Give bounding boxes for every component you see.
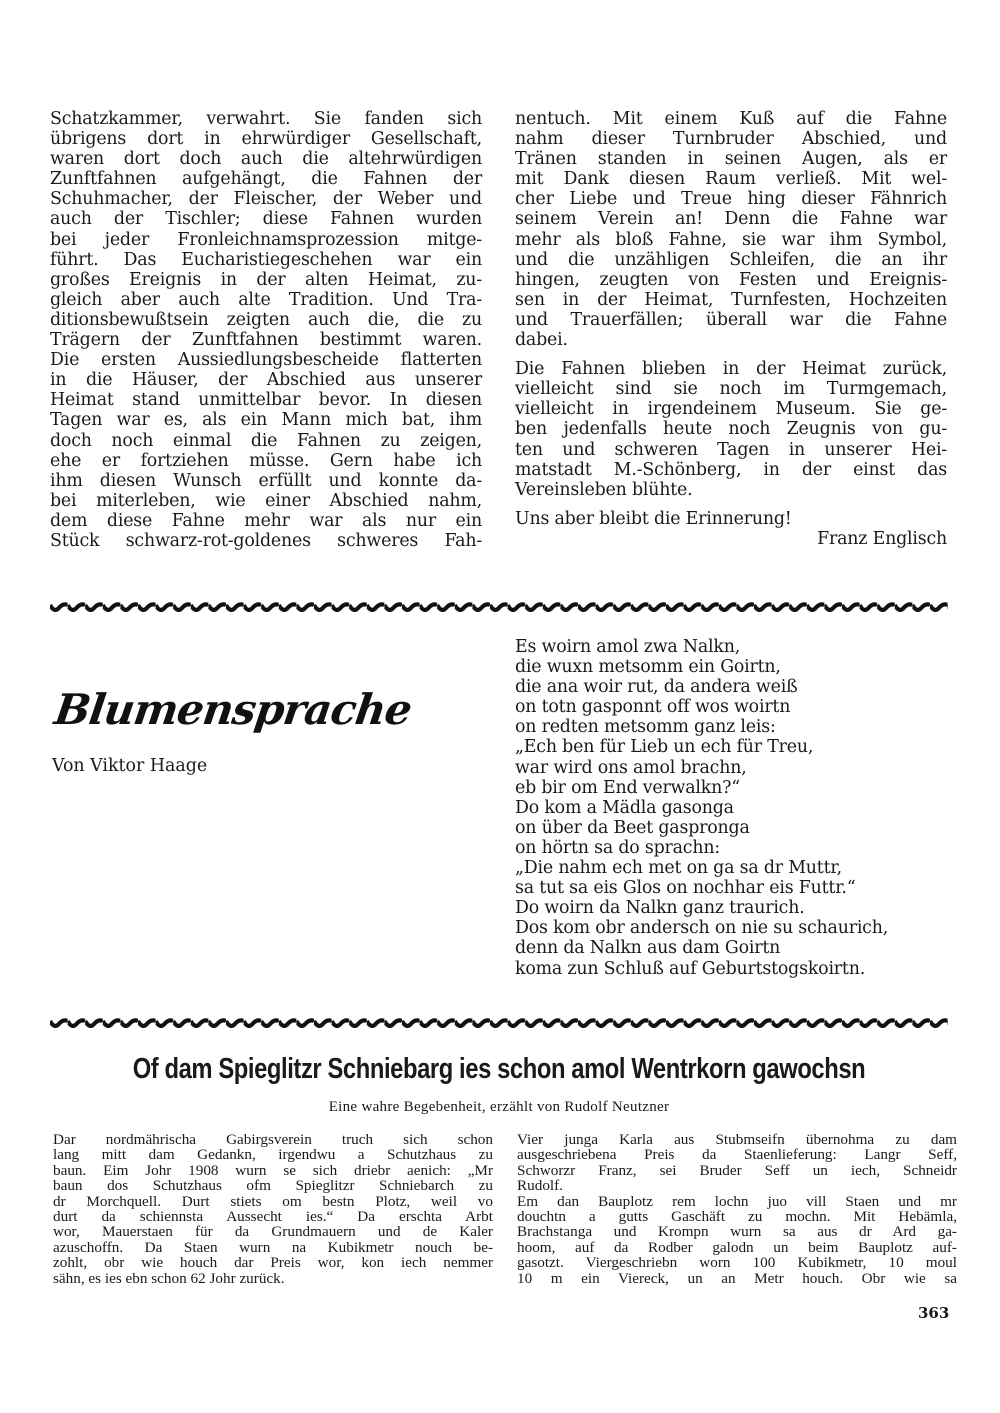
paragraph-gap [515, 500, 947, 509]
text-line: Rudolf. [517, 1177, 563, 1195]
poem-line: on totn gasponnt off wos woirtn [515, 697, 791, 718]
poem-title: Blumensprache [51, 685, 415, 734]
text-line: douchtn a gutts Gaschäft zu mochn. Mit Hebämla, [517, 1208, 957, 1226]
poem-line: on hörtn sa do sprachn: [515, 837, 720, 858]
text-line: Vier junga Karla aus Stubmseifn übernohma zu dam [517, 1131, 957, 1148]
poem-line: die ana woir rut, da andera weiß [515, 677, 798, 698]
text-line: zohlt, obr wie houch dar Preis wor, kon iech nemmer [53, 1254, 493, 1272]
wavy-divider-icon [50, 600, 948, 614]
text-line: dabei. [515, 330, 568, 351]
text-line: mehr als bloß Fahne, sie war ihm Symbol, [515, 229, 947, 250]
text-line: sähn, es ies ebn schon 62 Johr zurück. [53, 1269, 285, 1287]
text-line: auch der Tischler; diese Fahnen wurden [50, 209, 482, 230]
article-bottom-right-column [517, 1132, 957, 1286]
text-line: mit Dank diesen Raum verließ. Mit wel- [515, 169, 947, 190]
poem-line: „Ech ben für Lieb un ech für Treu, [515, 737, 814, 758]
text-line: Schuhmacher, der Fleischer, der Weber und [50, 189, 482, 210]
text-line: gasotzt. Viergeschriebn worn 100 Kubikmetr, 10 moul [517, 1254, 957, 1272]
text-line: Zunftfahnen aufgehängt, die Fahnen der [50, 169, 482, 190]
poem-line: „Die nahm ech met on ga sa dr Muttr, [515, 858, 842, 879]
poem-line: on über da Beet gaspronga [515, 817, 750, 838]
article-bottom-title: Of dam Spieglitzr Schniebarg ies schon amol Wentrkorn gawochsn [132, 1053, 866, 1085]
text-line: bei miterleben, wie einer Abschied nahm, [50, 490, 482, 511]
poem-line: sa tut sa eis Glos on nochhar eis Futtr.“ [515, 878, 856, 899]
text-line: ditionsbewußtsein zeigten auch die, die zu [50, 309, 482, 330]
poem-text [515, 637, 888, 979]
text-line: Stück schwarz-rot-goldenes schweres Fah- [50, 530, 482, 551]
poem-line: Do kom a Mädla gasonga [515, 797, 734, 818]
text-line: Schworzr Franz, sei Bruder Seff un iech, Schneidr [517, 1161, 957, 1179]
article-top-right-column [515, 109, 947, 549]
text-line: übrigens dort in ehrwürdiger Gesellschaft, [50, 129, 482, 150]
text-line: Die Fahnen blieben in der Heimat zurück, [515, 359, 947, 380]
text-line: dem diese Fahne mehr war als nur ein [50, 510, 482, 531]
text-line: gleich aber auch alte Tradition. Und Tra- [50, 289, 482, 310]
text-line: bei jeder Fronleichnamsprozession mitge- [50, 229, 482, 250]
text-line: Dar nordmährischa Gabirgsverein truch sich schon [53, 1131, 493, 1148]
text-line: 10 m ein Viereck, un an Metr houch. Obr wie sa [517, 1269, 957, 1287]
poem-line: war wird ons amol brachn, [515, 757, 747, 778]
text-line: waren dort doch auch die altehrwürdigen [50, 149, 482, 170]
text-line: sen in der Heimat, Turnfesten, Hochzeiten [515, 289, 947, 310]
text-line: dr Morchquell. Durt stiets om bestn Plotz, weil vo [53, 1192, 493, 1210]
text-line: wor, Mauerstaen für da Grundmauern und de Kaler [53, 1223, 493, 1241]
text-line: großes Ereignis in der alten Heimat, zu- [50, 269, 482, 290]
text-line: hingen, zeugten von Festen und Ereignis- [515, 269, 947, 290]
text-line: hoom, auf da Rodber galodn un beim Bauplotz auf- [517, 1238, 957, 1256]
text-line: ihm diesen Wunsch erfüllt und konnte da- [50, 470, 482, 491]
wavy-divider-icon [50, 1016, 948, 1030]
poem-line: Do woirn da Nalkn ganz traurich. [515, 898, 805, 919]
article-top-left-column [50, 109, 482, 551]
poem-line: die wuxn metsomm ein Goirtn, [515, 657, 781, 678]
article-bottom-subtitle: Eine wahre Begebenheit, erzählt von Rudolf Neutzner [328, 1099, 670, 1115]
text-line: Tränen standen in seinen Augen, als er [515, 149, 947, 170]
poem-line: eb bir om End verwalkn?“ [515, 777, 740, 798]
text-line: Heimat stand unmittelbar bevor. In diesen [50, 390, 482, 411]
paragraph-gap [515, 350, 947, 359]
text-line: vielleicht sind sie noch im Turmgemach, [515, 379, 947, 400]
text-line: Schatzkammer, verwahrt. Sie fanden sich [50, 109, 482, 129]
text-line: nahm dieser Turnbruder Abschied, und [515, 129, 947, 150]
text-line: Tagen war es, als ein Mann mich bat, ihm [50, 410, 482, 431]
text-line: führt. Das Eucharistiegeschehen war ein [50, 249, 482, 270]
text-line: Die ersten Aussiedlungsbescheide flatterten [50, 350, 482, 371]
poem-author: Von Viktor Haage [52, 756, 208, 776]
text-line: seinem Verein an! Denn die Fahne war [515, 209, 947, 230]
text-line: nentuch. Mit einem Kuß auf die Fahne [515, 109, 947, 129]
text-line: ausgeschriebena Preis da Staenlieferung: Langr Seff, [517, 1146, 957, 1164]
poem-line: Dos kom obr andersch on nie su schaurich, [515, 918, 889, 939]
poem-line: on redten metsomm ganz leis: [515, 717, 776, 738]
poem-line: denn da Nalkn aus dam Goirtn [515, 938, 781, 959]
text-line: matstadt M.-Schönberg, in der einst das [515, 459, 947, 480]
author-signature: Franz Englisch [817, 528, 947, 549]
text-line: Vereinsleben blühte. [515, 479, 693, 500]
text-line: in die Häuser, der Abschied aus unserer [50, 370, 482, 391]
text-line: azuschoffn. Da Staen wurn na Kubikmetr nouch be- [53, 1238, 493, 1256]
page-number: 363 [918, 1304, 950, 1322]
text-line: lang mitt dam Gedankn, irgendwu a Schutzhaus zu [53, 1146, 493, 1164]
text-line: doch noch einmal die Fahnen zu zeigen, [50, 430, 482, 451]
text-line: vielleicht in irgendeinem Museum. Sie ge- [515, 399, 947, 420]
text-line: baun. Eim Johr 1908 wurn se sich driebr aenich: „Mr [53, 1161, 493, 1179]
poem-line: Es woirn amol zwa Nalkn, [515, 637, 741, 657]
text-line: Brachstanga und Krompn wurn sa aus dr Ard ga- [517, 1223, 957, 1241]
closing-line: Uns aber bleibt die Erinnerung! [515, 508, 792, 529]
poem-line: koma zun Schluß auf Geburtstogskoirtn. [515, 958, 866, 979]
text-line: baun dos Schutzhaus ofm Spieglitzr Schniebarch zu [53, 1177, 493, 1195]
text-line: ben jedenfalls heute noch Zeugnis von gu- [515, 419, 947, 440]
text-line: ehe er fortziehen müsse. Gern habe ich [50, 450, 482, 471]
text-line: und Trauerfällen; überall war die Fahne [515, 309, 947, 330]
article-bottom-left-column [53, 1132, 493, 1286]
text-line: durt da schiennsta Aussecht ies.“ Da erschta Arbt [53, 1208, 493, 1226]
text-line: ten und schweren Tagen in unserer Hei- [515, 439, 947, 460]
text-line: Trägern der Zunftfahnen bestimmt waren. [50, 330, 482, 351]
text-line: Em dan Bauplotz rem lochn juo vill Staen und mr [517, 1192, 957, 1210]
text-line: cher Liebe und Treue hing dieser Fähnrich [515, 189, 947, 210]
text-line: und die unzähligen Schleifen, die an ihr [515, 249, 947, 270]
